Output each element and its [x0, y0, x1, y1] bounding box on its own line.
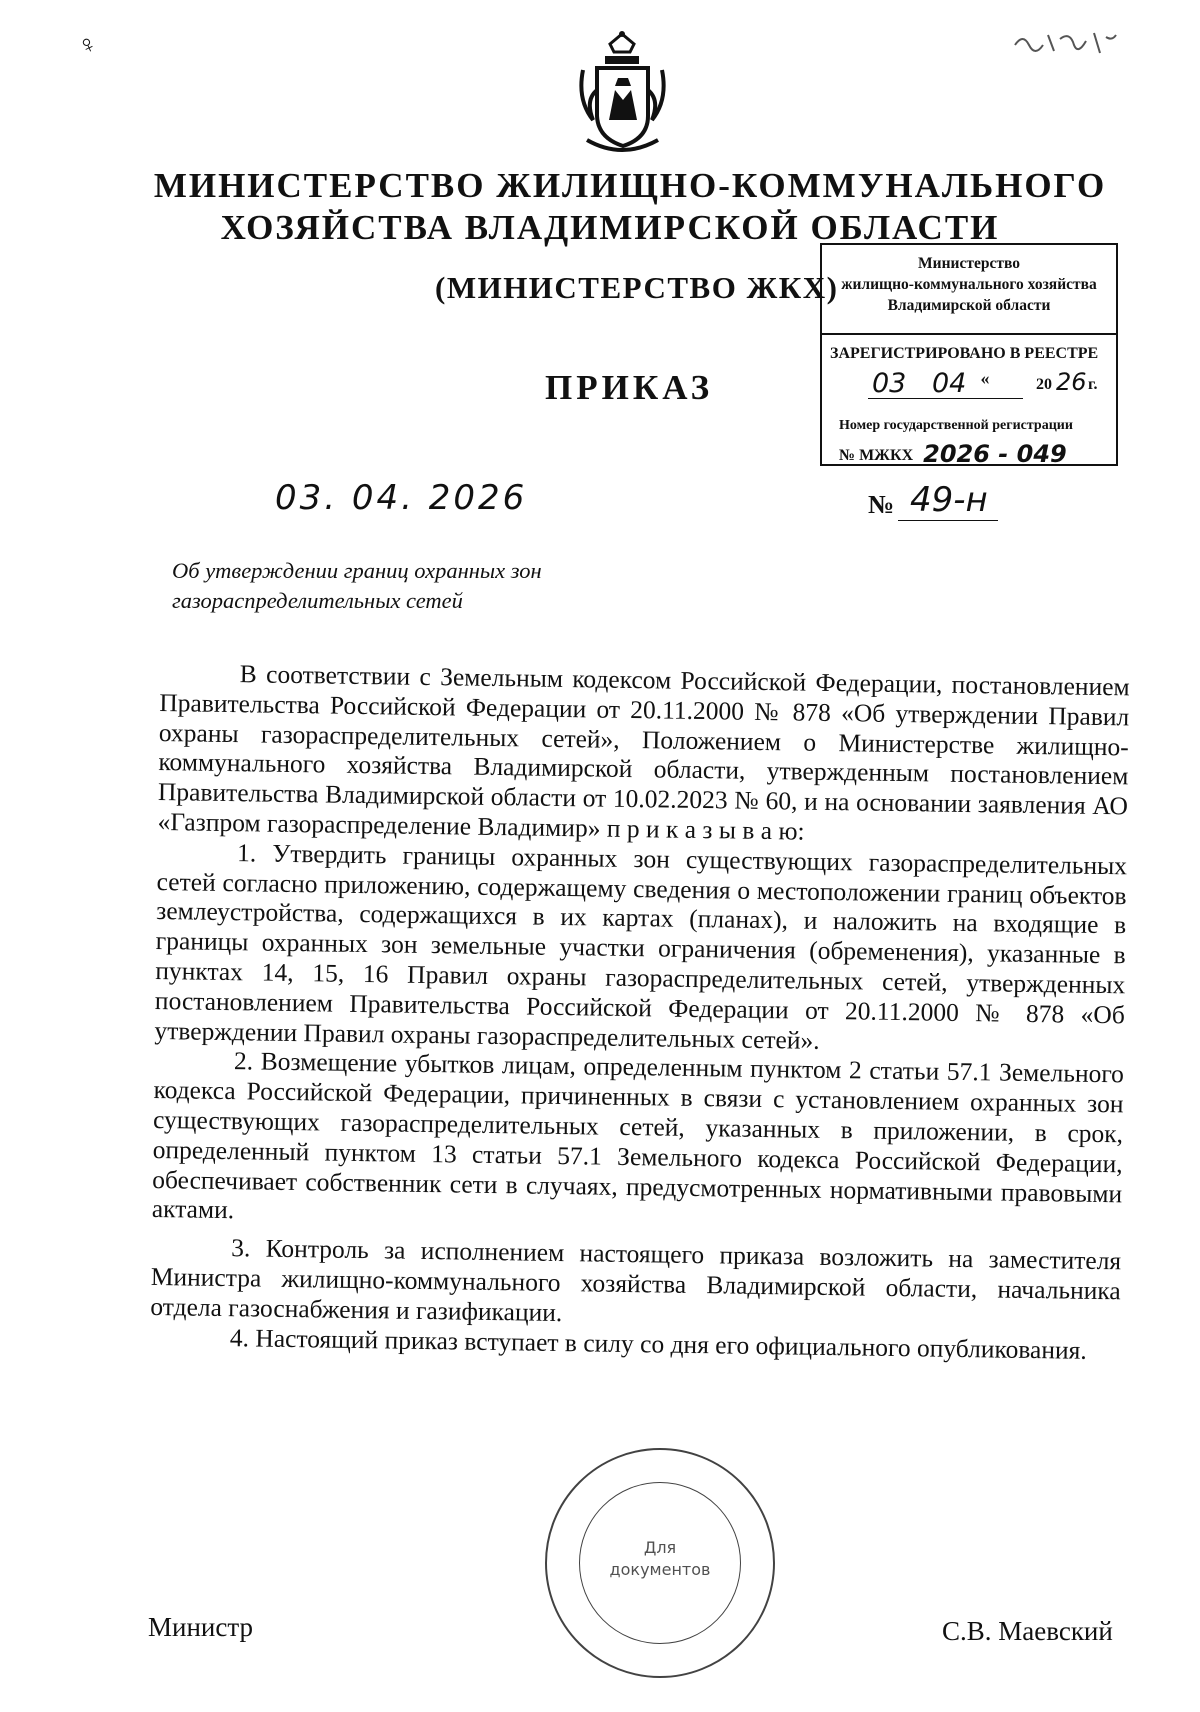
- order-body: [150, 658, 1130, 1366]
- order-date-handwritten: 03. 04. 2026: [275, 478, 528, 518]
- item-4: 4. Настоящий приказ вступает в силу со дня его официального опубликования.: [229, 1322, 1088, 1365]
- stamp-number-handwritten: 2026 - 049: [923, 440, 1067, 468]
- subject-line2: газораспределительных сетей: [172, 588, 463, 613]
- signatory-name: С.В. Маевский: [942, 1616, 1113, 1646]
- stamp-date-underline: [868, 398, 1023, 399]
- stamp-open-quote: «: [980, 368, 990, 388]
- item-3: 3. Контроль за исполнением настоящего приказа возложить на заместителя Министра жилищно-коммунального хозяйства Владимирской области, начальника отдела газоснабжения и газификации.: [150, 1233, 1122, 1327]
- handwritten-mark: ♀: [72, 27, 103, 62]
- ministry-name-line2: ХОЗЯЙСТВА ВЛАДИМИРСКОЙ ОБЛАСТИ: [220, 208, 1000, 247]
- registration-stamp: [820, 243, 1118, 466]
- stamp-day-handwritten: 03: [872, 368, 907, 399]
- stamp-registration-date: [860, 368, 1110, 408]
- coat-of-arms-icon: [575, 30, 670, 160]
- stamp-number-row: [839, 438, 1067, 466]
- signatory-title: Министр: [148, 1612, 253, 1642]
- scribble-mark: [1010, 25, 1120, 65]
- order-number-underline: [898, 520, 998, 521]
- stamp-number-prefix: № МЖКХ: [839, 447, 914, 464]
- order-number-label: №: [868, 490, 895, 519]
- stamp-month-handwritten: 04: [932, 368, 967, 399]
- ministry-name-line1: МИНИСТЕРСТВО ЖИЛИЩНО-КОММУНАЛЬНОГО: [153, 166, 1107, 205]
- order-number-handwritten: 49-н: [910, 480, 988, 520]
- stamp-divider: [822, 333, 1116, 335]
- stamp-org-line2: жилищно-коммунального хозяйства: [841, 276, 1097, 293]
- stamp-org-line1: Министерство: [918, 255, 1020, 272]
- stamp-organization: [822, 253, 1116, 316]
- stamp-year-prefix: 20: [1036, 376, 1052, 393]
- seal-text-line1: Для: [643, 1538, 677, 1557]
- stamp-org-line3: Владимирской области: [887, 297, 1051, 314]
- preamble-paragraph: [157, 658, 1130, 851]
- stamp-number-label: Номер государственной регистрации: [839, 418, 1073, 433]
- ministry-short-name: (МИНИСТЕРСТВО ЖКХ): [435, 270, 839, 305]
- seal-text-line2: документов: [609, 1560, 711, 1579]
- preamble-text: В соответствии с Земельным кодексом Российской Федерации, постановлением Правительства Российской Федерации от 20.11.2000 № 878 «Об утверждении Правил охраны газораспределительных сетей», Положением о Министерстве жилищно-коммунального хозяйства Владимирской области, утвержденным постановлением Правительства Владимирской области от 10.02.2023 № 60, и на основании заявления АО «Газпром газораспределение Владимир»: [157, 659, 1130, 843]
- official-seal: [545, 1448, 775, 1678]
- item-2: 2. Возмещение убытков лицам, определенным пунктом 2 статьи 57.1 Земельного кодекса Российской Федерации, причиненных в связи с установлением охранных зон существующих газораспределительных сетей, указанных в приложении, в срок, определенный пунктом 13 статьи 57.1 Земельного кодекса Российской Федерации, обеспечивает собственник сети в случаях, предусмотренных нормативными правовыми актами.: [151, 1046, 1125, 1225]
- order-subject: [172, 556, 622, 616]
- subject-line1: Об утверждении границ охранных зон: [172, 558, 542, 583]
- ministry-header: [0, 165, 1200, 249]
- stamp-year-handwritten: 26: [1056, 368, 1087, 396]
- stamp-registered-label: ЗАРЕГИСТРИРОВАНО В РЕЕСТРЕ: [830, 345, 1099, 362]
- item-1: 1. Утвердить границы охранных зон существующих газораспределительных сетей согласно приложению, содержащему сведения о местоположении границ объектов землеустройства, содержащихся в их картах (планах), и наложить на входящие в границы охранных зон земельные участки ограничения (обременения), указанные в пунктах 14, 15, 16 Правил охраны газораспределительных сетей, утвержденных постановлением Правительства Российской Федерации от 20.11.2000 № 878 «Об утверждении Правил охраны газораспределительных сетей».: [154, 837, 1128, 1055]
- prikazyvayu-word: п р и к а з ы в а ю:: [606, 813, 805, 846]
- stamp-year-unit: г.: [1088, 376, 1098, 393]
- document-type-title: ПРИКАЗ: [545, 368, 714, 407]
